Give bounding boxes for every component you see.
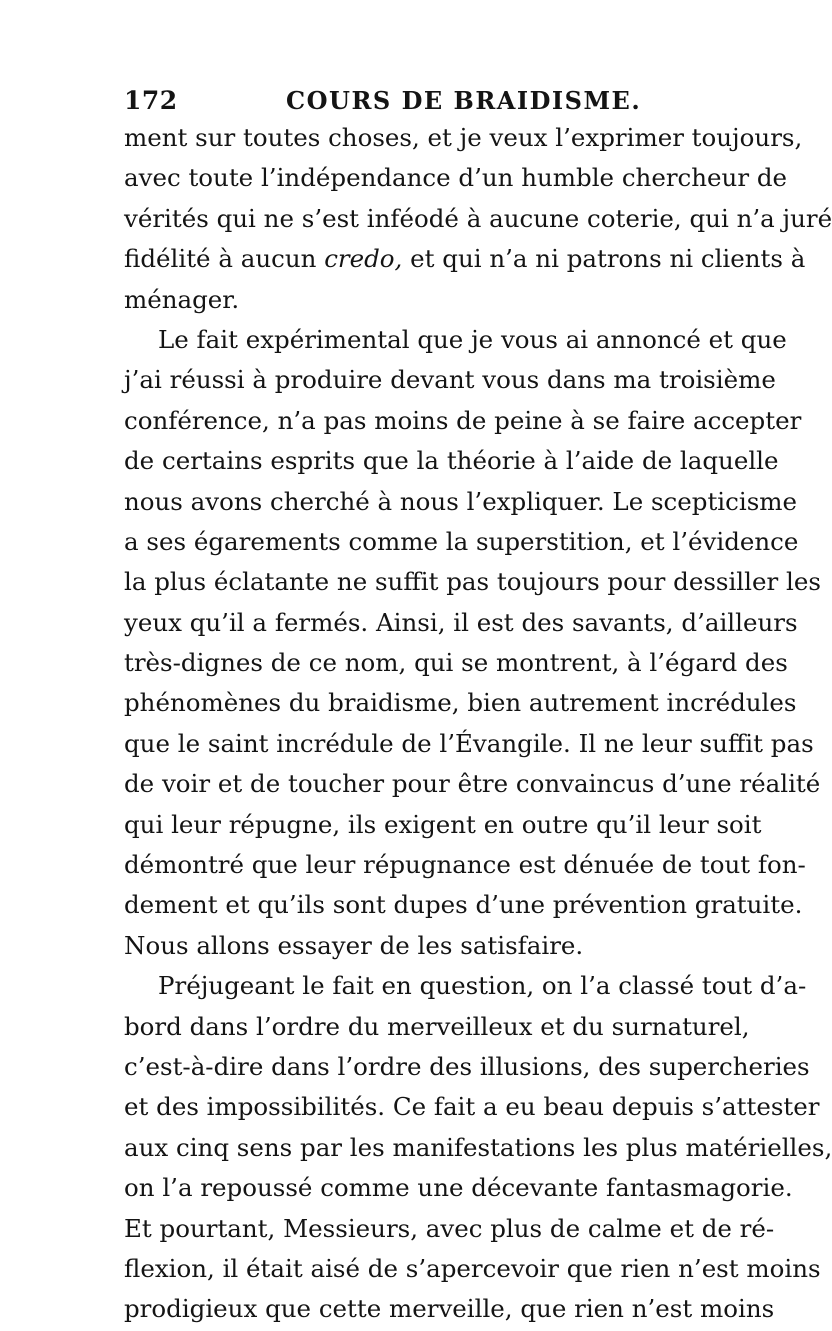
- text-line: c’est-à-dire dans l’ordre des illusions, des supercheries: [124, 1051, 810, 1081]
- text-line: très-dignes de ce nom, qui se montrent, à l’égard des: [124, 648, 788, 678]
- text-line: avec toute l’indépendance d’un humble chercheur de: [124, 163, 788, 193]
- text-line: ménager.: [124, 284, 240, 314]
- text-line: ment sur toutes choses, et je veux l’exprimer toujours,: [124, 123, 803, 152]
- text-line: j’ai réussi à produire devant vous dans ma troisième: [124, 365, 776, 395]
- text-line: Préjugeant le fait en question, on l’a classé tout d’a-: [158, 971, 807, 1001]
- text-line: a ses égarements comme la superstition, et l’évidence: [124, 526, 799, 556]
- running-title: COURS DE BRAIDISME.: [286, 86, 642, 115]
- text-line: fidélité à aucun credo, et qui n’a ni patrons ni clients à: [124, 244, 806, 274]
- text-line: bord dans l’ordre du merveilleux et du surnaturel,: [124, 1011, 750, 1041]
- text-line: de voir et de toucher pour être convaincus d’une réalité: [124, 769, 821, 799]
- text-line: nous avons cherché à nous l’expliquer. Le scepticisme: [124, 486, 797, 516]
- text-line: on l’a repoussé comme une décevante fantasmagorie.: [124, 1173, 793, 1203]
- text-line: et des impossibilités. Ce fait a eu beau depuis s’attester: [124, 1092, 820, 1122]
- text-line: démontré que leur répugnance est dénuée de tout fon-: [124, 850, 806, 880]
- text-line: flexion, il était aisé de s’apercevoir que rien n’est moins: [124, 1253, 821, 1283]
- running-head: [124, 86, 698, 120]
- text-line: dement et qu’ils sont dupes d’une prévention gratuite.: [124, 890, 803, 920]
- text-line: aux cinq sens par les manifestations les plus matérielles,: [124, 1132, 832, 1162]
- body-text: [124, 118, 832, 1330]
- text-line: de certains esprits que la théorie à l’aide de laquelle: [124, 446, 779, 476]
- text-line: Nous allons essayer de les satisfaire.: [124, 930, 584, 960]
- text-line: vérités qui ne s’est inféodé à aucune coterie, qui n’a juré: [124, 203, 832, 233]
- text-line: la plus éclatante ne suffit pas toujours pour dessiller les: [124, 567, 821, 597]
- text-line: conférence, n’a pas moins de peine à se faire accepter: [124, 405, 802, 435]
- text-line: Le fait expérimental que je vous ai annoncé et que: [158, 324, 787, 354]
- text-line: Et pourtant, Messieurs, avec plus de calme et de ré-: [124, 1213, 775, 1243]
- text-line: prodigieux que cette merveille, que rien n’est moins: [124, 1294, 775, 1324]
- text-line: phénomènes du braidisme, bien autrement incrédules: [124, 688, 797, 718]
- text-line: que le saint incrédule de l’Évangile. Il ne leur suffit pas: [124, 728, 814, 758]
- text-line: qui leur répugne, ils exigent en outre qu’il leur soit: [124, 809, 762, 839]
- text-line: yeux qu’il a fermés. Ainsi, il est des savants, d’ailleurs: [124, 607, 798, 637]
- page-number: 172: [124, 86, 178, 115]
